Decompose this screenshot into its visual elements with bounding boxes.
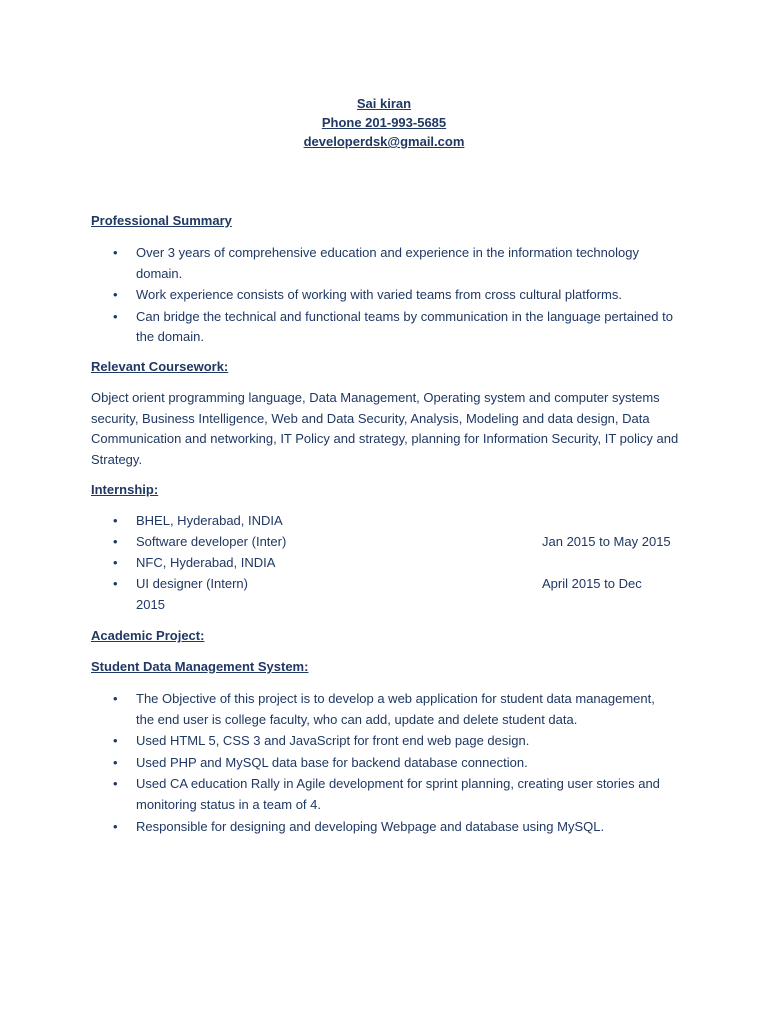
academic-project-list (0, 689, 676, 838)
bullet-icon: • (113, 287, 118, 303)
internship-row (0, 574, 768, 595)
internship-text: Software developer (Inter) (136, 534, 287, 549)
bullet-icon: • (113, 534, 118, 549)
bullet-icon: • (113, 513, 118, 528)
internship-text: BHEL, Hyderabad, INDIA (136, 513, 283, 528)
project-item-text: Used CA education Rally in Agile development for sprint planning, creating user stories and monitoring status in a team of 4. (136, 776, 660, 812)
project-item-text: Responsible for designing and developing Webpage and database using MySQL. (136, 818, 605, 834)
project-item-text: Used HTML 5, CSS 3 and JavaScript for front end web page design. (136, 733, 530, 749)
professional-summary-list (0, 243, 676, 349)
project-title: Student Data Management System: (91, 659, 309, 674)
internship-list (0, 511, 768, 616)
candidate-name: Sai kiran (356, 96, 412, 111)
bullet-icon: • (113, 754, 118, 770)
list-item (0, 689, 676, 730)
email-address[interactable]: developerdsk@gmail.com (303, 134, 465, 149)
internship-text: 2015 (136, 597, 165, 612)
coursework-text: Object orient programming language, Data Management, Operating system and computer systems security, Business Intelligence, Web and Data Security, Analysis, Modeling and data design, Data Communication and networking, IT Policy and strategy, planning for Information Security, IT policy and Strategy. (91, 390, 679, 467)
summary-item-text: Work experience consists of working with varied teams from cross cultural platforms. (136, 287, 622, 303)
bullet-icon: • (113, 308, 118, 324)
summary-item-text: Can bridge the technical and functional teams by communication in the language pertained to the domain. (136, 308, 673, 345)
bullet-icon: • (113, 245, 118, 260)
project-item-text: The Objective of this project is to develop a web application for student data management, the end user is college faculty, who can add, update and delete student data. (136, 691, 655, 727)
internship-text: UI designer (Intern) (136, 576, 248, 591)
contact-header (0, 94, 768, 151)
bullet-icon: • (113, 818, 118, 834)
list-item (0, 731, 676, 752)
internship-heading: Internship: (91, 482, 159, 497)
phone-number: Phone 201-993-5685 (321, 115, 447, 130)
internship-text: NFC, Hyderabad, INDIA (136, 555, 276, 570)
list-item (0, 307, 676, 348)
project-item-text: Used PHP and MySQL data base for backend database connection. (136, 754, 528, 770)
internship-row-continuation (0, 595, 768, 616)
internship-date: April 2015 to Dec (542, 576, 642, 591)
internship-row (0, 511, 768, 532)
coursework-heading: Relevant Coursework: (91, 359, 229, 374)
list-item (0, 774, 676, 815)
bullet-icon: • (113, 576, 118, 591)
list-item (0, 243, 676, 284)
professional-summary-heading: Professional Summary (91, 213, 232, 228)
bullet-icon: • (113, 555, 118, 570)
summary-item-text: Over 3 years of comprehensive education and experience in the information technology domain. (136, 245, 639, 281)
list-item (0, 285, 676, 306)
bullet-icon: • (113, 733, 118, 749)
bullet-icon: • (113, 691, 118, 706)
internship-row (0, 532, 768, 553)
academic-project-heading: Academic Project: (91, 628, 205, 643)
bullet-icon: • (113, 776, 118, 792)
internship-date: Jan 2015 to May 2015 (542, 534, 671, 549)
internship-row (0, 553, 768, 574)
list-item (0, 817, 676, 838)
list-item (0, 753, 676, 774)
